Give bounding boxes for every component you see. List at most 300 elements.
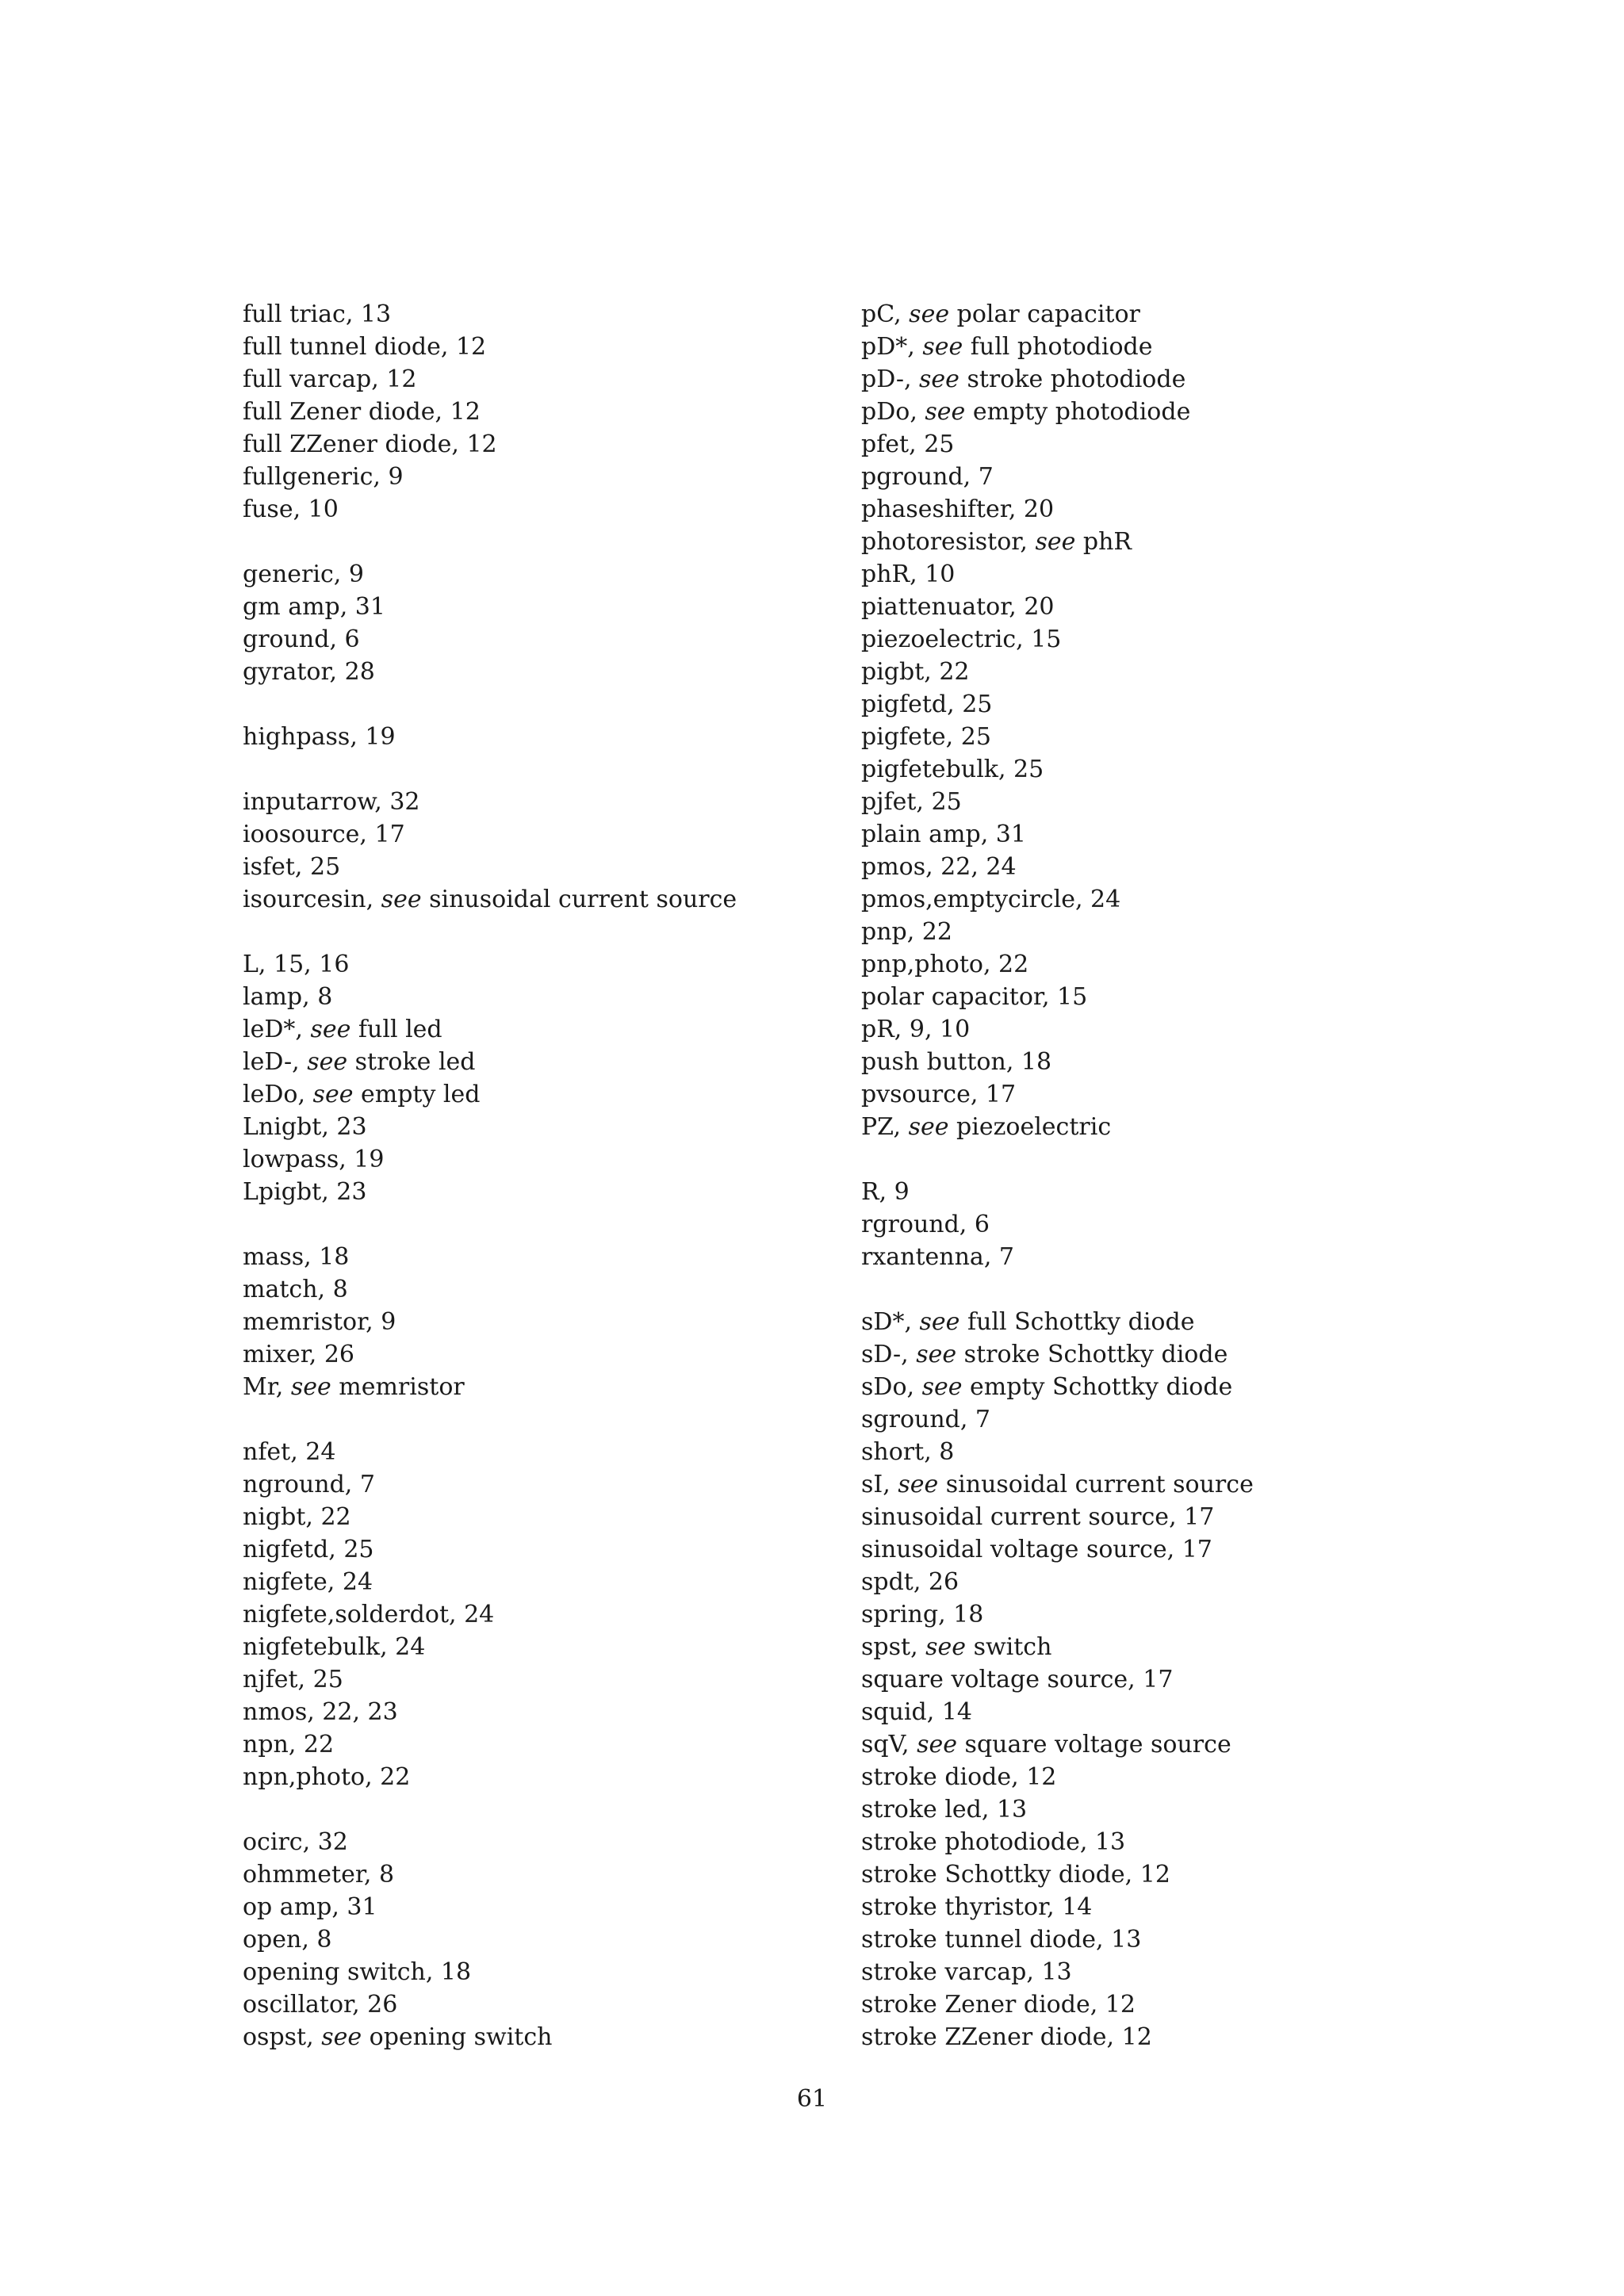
index-term: leD*	[243, 1016, 296, 1043]
index-entry	[243, 1956, 798, 1988]
see-target: full photodiode	[963, 333, 1153, 361]
index-pages: , 25	[294, 853, 341, 881]
index-pages: , 14	[926, 1698, 972, 1726]
index-pages: , 25	[297, 1666, 343, 1693]
index-pages: , 22	[305, 1503, 351, 1531]
index-term: pjfet	[861, 788, 917, 816]
index-entry	[861, 981, 1464, 1013]
index-entry	[861, 753, 1464, 786]
index-term: mixer	[243, 1341, 309, 1368]
see-reference: see	[908, 1113, 949, 1141]
index-pages: , 7	[983, 1243, 1014, 1271]
index-entry	[861, 2021, 1464, 2053]
see-target: phR	[1075, 528, 1132, 556]
index-term: pfet	[861, 430, 910, 458]
index-entry	[243, 331, 798, 363]
index-entry	[243, 1663, 798, 1696]
index-pages: , 26	[308, 1341, 355, 1368]
index-term: pC	[861, 300, 894, 328]
index-entry	[861, 461, 1464, 493]
index-term: stroke Zener diode	[861, 1991, 1090, 2019]
index-pages: , 18	[304, 1243, 350, 1271]
index-pages: , 31	[980, 821, 1026, 848]
index-pages: , 13	[1026, 1958, 1072, 1986]
index-entry	[861, 1923, 1464, 1956]
index-entry	[243, 1338, 798, 1371]
index-entry	[861, 1306, 1464, 1338]
index-pages: , 22, 23	[307, 1698, 398, 1726]
index-term: nfet	[243, 1438, 291, 1466]
see-reference: see	[919, 365, 959, 393]
see-target: stroke led	[347, 1048, 476, 1076]
index-entry	[243, 1566, 798, 1598]
index-entry	[243, 786, 798, 818]
index-entry	[243, 1468, 798, 1501]
index-entry	[243, 591, 798, 623]
index-pages: ,	[910, 398, 925, 426]
see-reference: see	[922, 333, 963, 361]
index-pages: , 19	[339, 1146, 385, 1173]
index-term: piattenuator	[861, 593, 1009, 621]
index-pages: , 22	[906, 918, 952, 946]
index-entry	[861, 688, 1464, 721]
index-pages: , 25	[945, 723, 991, 751]
index-term: photoresistor	[861, 528, 1021, 556]
index-term: ocirc	[243, 1828, 303, 1856]
index-entry	[861, 1338, 1464, 1371]
index-term: sI	[861, 1471, 883, 1498]
index-entry	[243, 656, 798, 688]
index-entry	[243, 818, 798, 851]
index-term: piezoelectric	[861, 626, 1017, 653]
index-term: lamp	[243, 983, 303, 1011]
see-reference: see	[909, 300, 950, 328]
index-entry	[861, 1598, 1464, 1631]
index-pages: , 13	[345, 300, 392, 328]
see-target: full led	[350, 1016, 442, 1043]
index-term: sinusoidal current source	[861, 1503, 1170, 1531]
index-pages: , 7	[963, 463, 994, 491]
index-term: npn,photo	[243, 1763, 366, 1791]
index-pages: , 25	[328, 1536, 374, 1563]
index-term: pnp,photo	[861, 951, 983, 978]
index-pages: , 9, 10	[894, 1016, 971, 1043]
index-entry	[861, 1956, 1464, 1988]
index-entry	[861, 1176, 1464, 1208]
index-term: pigbt	[861, 658, 925, 686]
index-entry	[243, 623, 798, 656]
index-entry	[861, 1891, 1464, 1923]
index-entry	[861, 851, 1464, 883]
index-pages: , 12	[1090, 1991, 1136, 2019]
index-entry	[243, 1858, 798, 1891]
index-entry	[243, 1891, 798, 1923]
index-pages: , 24	[290, 1438, 336, 1466]
see-reference: see	[916, 1341, 957, 1368]
index-entry	[243, 1923, 798, 1956]
index-term: leDo	[243, 1081, 298, 1108]
index-term: isfet	[243, 853, 295, 881]
index-entry	[243, 298, 798, 331]
index-pages: , 8	[363, 1861, 395, 1888]
index-pages: , 12	[440, 333, 487, 361]
index-term: sD-	[861, 1341, 902, 1368]
index-pages: , 15	[1041, 983, 1088, 1011]
index-entry	[861, 1631, 1464, 1663]
index-entry	[243, 1696, 798, 1728]
index-entry	[861, 1436, 1464, 1468]
see-target: square voltage source	[957, 1731, 1231, 1758]
index-pages: , 23	[321, 1178, 367, 1206]
index-pages: ,	[292, 1048, 308, 1076]
index-pages: , 26	[913, 1568, 959, 1596]
index-term: R	[861, 1178, 879, 1206]
see-reference: see	[381, 886, 422, 913]
index-entry	[243, 1988, 798, 2021]
index-entry	[861, 1858, 1464, 1891]
index-pages: , 18	[1005, 1048, 1052, 1076]
index-pages: , 19	[350, 723, 396, 751]
index-term: mass	[243, 1243, 304, 1271]
index-pages: , 31	[339, 593, 385, 621]
index-entry	[243, 1176, 798, 1208]
index-pages: , 12	[1124, 1861, 1170, 1888]
index-entry	[861, 1046, 1464, 1078]
index-term: L	[243, 951, 259, 978]
index-entry	[861, 1793, 1464, 1826]
index-term: stroke ZZener diode	[861, 2023, 1107, 2051]
index-term: isourcesin	[243, 886, 366, 913]
index-entry	[243, 721, 798, 753]
index-term: memristor	[243, 1308, 366, 1336]
index-term: full ZZener diode	[243, 430, 452, 458]
index-pages: , 28	[329, 658, 375, 686]
index-term: highpass	[243, 723, 350, 751]
index-pages: , 9	[366, 1308, 396, 1336]
index-entry	[861, 331, 1464, 363]
index-term: sinusoidal voltage source	[861, 1536, 1167, 1563]
index-entry	[861, 526, 1464, 558]
see-reference: see	[1035, 528, 1076, 556]
index-term: oscillator	[243, 1991, 353, 2019]
index-pages: , 8	[302, 983, 333, 1011]
index-entry	[243, 1598, 798, 1631]
index-pages: , 8	[301, 1926, 332, 1954]
index-pages: , 20	[1009, 593, 1055, 621]
index-pages: , 6	[329, 626, 360, 653]
index-pages: , 17	[359, 821, 405, 848]
index-term: op amp	[243, 1893, 332, 1921]
index-term: spdt	[861, 1568, 914, 1596]
index-pages: , 9	[879, 1178, 910, 1206]
index-pages: ,	[906, 1373, 922, 1401]
index-entry	[861, 1371, 1464, 1403]
index-entry	[861, 1501, 1464, 1533]
index-entry	[243, 1046, 798, 1078]
index-pages: , 17	[1166, 1536, 1212, 1563]
index-pages: , 18	[425, 1958, 472, 1986]
index-term: pmos,emptycircle	[861, 886, 1075, 913]
index-entry	[243, 1436, 798, 1468]
index-term: nigfete	[243, 1568, 327, 1596]
index-entry	[861, 1761, 1464, 1793]
index-entry	[861, 1403, 1464, 1436]
index-entry	[243, 1826, 798, 1858]
index-term: spring	[861, 1601, 939, 1628]
index-pages: ,	[910, 1633, 926, 1661]
index-pages: ,	[894, 300, 910, 328]
index-entry	[861, 428, 1464, 461]
index-term: polar capacitor	[861, 983, 1042, 1011]
index-term: Lpigbt	[243, 1178, 322, 1206]
index-pages: , 25	[998, 756, 1044, 783]
index-pages: , 14	[1047, 1893, 1093, 1921]
index-entry	[243, 1241, 798, 1273]
see-reference: see	[921, 1373, 963, 1401]
index-pages: , 15	[1016, 626, 1062, 653]
index-pages: , 24	[449, 1601, 495, 1628]
index-entry	[243, 363, 798, 396]
index-term: stroke diode	[861, 1763, 1012, 1791]
index-term: pR	[861, 1016, 894, 1043]
index-entry	[243, 948, 798, 981]
index-term: Mr	[243, 1373, 276, 1401]
index-pages: , 10	[293, 496, 339, 523]
see-reference: see	[310, 1016, 351, 1043]
index-term: nigfetd	[243, 1536, 329, 1563]
index-entry	[861, 1468, 1464, 1501]
see-reference: see	[919, 1308, 960, 1336]
index-entry	[861, 1241, 1464, 1273]
index-entry	[243, 493, 798, 526]
index-term: full varcap	[243, 365, 372, 393]
index-term: PZ	[861, 1113, 894, 1141]
index-entry	[861, 1826, 1464, 1858]
see-reference: see	[917, 1731, 958, 1758]
see-target: stroke Schottky diode	[956, 1341, 1228, 1368]
index-entry	[243, 1728, 798, 1761]
index-pages: , 6	[959, 1211, 990, 1238]
index-term: pmos	[861, 853, 926, 881]
index-entry	[861, 298, 1464, 331]
index-term: gm amp	[243, 593, 340, 621]
index-entry	[861, 396, 1464, 428]
index-entry	[861, 721, 1464, 753]
index-term: phaseshifter	[861, 496, 1009, 523]
see-reference: see	[290, 1373, 331, 1401]
index-pages: , 25	[909, 430, 955, 458]
index-pages: , 7	[959, 1406, 991, 1433]
index-term: pigfete	[861, 723, 946, 751]
see-target: piezoelectric	[948, 1113, 1112, 1141]
index-term: fuse	[243, 496, 293, 523]
index-term: sDo	[861, 1373, 907, 1401]
index-pages: , 24	[327, 1568, 373, 1596]
index-entry	[861, 1728, 1464, 1761]
see-target: sinusoidal current source	[938, 1471, 1254, 1498]
see-target: sinusoidal current source	[421, 886, 737, 913]
index-term: stroke Schottky diode	[861, 1861, 1125, 1888]
index-pages: ,	[902, 1731, 917, 1758]
index-pages: , 13	[1079, 1828, 1126, 1856]
index-entry	[861, 363, 1464, 396]
index-pages: , 25	[947, 691, 993, 718]
index-pages: , 23	[321, 1113, 367, 1141]
index-term: ohmmeter	[243, 1861, 364, 1888]
index-term: lowpass	[243, 1146, 339, 1173]
index-pages: , 10	[910, 561, 956, 588]
index-term: pigfetebulk	[861, 756, 998, 783]
index-term: fullgeneric	[243, 463, 373, 491]
index-term: pvsource	[861, 1081, 971, 1108]
index-entry	[861, 1663, 1464, 1696]
index-pages: , 24	[380, 1633, 426, 1661]
index-entry	[243, 461, 798, 493]
index-entry	[861, 1078, 1464, 1111]
page-number: 61	[796, 2085, 828, 2113]
index-pages: , 12	[1011, 1763, 1057, 1791]
index-pages: ,	[1020, 528, 1036, 556]
index-term: pDo	[861, 398, 910, 426]
index-pages: , 24	[1074, 886, 1121, 913]
index-term: ioosource	[243, 821, 360, 848]
index-pages: , 9	[333, 561, 364, 588]
index-pages: , 22	[982, 951, 1029, 978]
index-entry	[243, 428, 798, 461]
index-pages: ,	[893, 1113, 909, 1141]
index-term: stroke thyristor	[861, 1893, 1048, 1921]
index-term: full Zener diode	[243, 398, 435, 426]
see-reference: see	[312, 1081, 354, 1108]
see-reference: see	[925, 398, 966, 426]
index-pages: , 17	[970, 1081, 1017, 1108]
index-term: rground	[861, 1211, 959, 1238]
index-entry	[243, 981, 798, 1013]
index-pages: , 20	[1008, 496, 1055, 523]
see-target: empty photodiode	[965, 398, 1191, 426]
index-term: match	[243, 1276, 318, 1303]
index-term: short	[861, 1438, 925, 1466]
index-term: stroke led	[861, 1796, 982, 1823]
index-pages: , 8	[924, 1438, 955, 1466]
index-entry	[861, 1533, 1464, 1566]
see-target: empty Schottky diode	[962, 1373, 1233, 1401]
index-pages: ,	[306, 2023, 322, 2051]
see-target: switch	[966, 1633, 1052, 1661]
index-entry	[243, 851, 798, 883]
index-entry	[243, 2021, 798, 2053]
see-reference: see	[321, 2023, 362, 2051]
index-pages: , 32	[302, 1828, 348, 1856]
index-column-left	[243, 298, 798, 2053]
index-term: spst	[861, 1633, 911, 1661]
index-pages: , 12	[451, 430, 497, 458]
index-column-right	[861, 298, 1464, 2053]
index-entry	[861, 591, 1464, 623]
index-entry	[861, 786, 1464, 818]
index-pages: , 17	[1169, 1503, 1215, 1531]
index-pages: , 25	[916, 788, 962, 816]
index-pages: , 9	[373, 463, 404, 491]
index-pages: , 13	[1096, 1926, 1142, 1954]
index-entry	[861, 948, 1464, 981]
index-term: pD*	[861, 333, 908, 361]
index-term: njfet	[243, 1666, 298, 1693]
see-target: polar capacitor	[949, 300, 1140, 328]
index-entry	[243, 1111, 798, 1143]
index-term: sD*	[861, 1308, 905, 1336]
index-term: nground	[243, 1471, 345, 1498]
index-term: nigfetebulk	[243, 1633, 381, 1661]
index-pages: , 31	[331, 1893, 377, 1921]
index-entry	[243, 1371, 798, 1403]
index-term: sqV	[861, 1731, 902, 1758]
index-pages: , 22	[365, 1763, 411, 1791]
index-entry	[243, 1013, 798, 1046]
index-pages: , 12	[435, 398, 481, 426]
index-entry	[861, 883, 1464, 916]
index-pages: , 18	[938, 1601, 984, 1628]
index-entry	[861, 558, 1464, 591]
index-term: pground	[861, 463, 963, 491]
index-term: ground	[243, 626, 330, 653]
index-term: stroke photodiode	[861, 1828, 1080, 1856]
index-term: nigbt	[243, 1503, 306, 1531]
index-term: full tunnel diode	[243, 333, 441, 361]
index-entry	[243, 396, 798, 428]
index-term: opening switch	[243, 1958, 426, 1986]
index-entry	[243, 1631, 798, 1663]
index-entry	[243, 1761, 798, 1793]
index-term: phR	[861, 561, 910, 588]
see-target: stroke photodiode	[959, 365, 1186, 393]
index-entry	[243, 1533, 798, 1566]
see-target: opening switch	[362, 2023, 553, 2051]
index-pages: ,	[903, 365, 920, 393]
index-entry	[861, 818, 1464, 851]
index-term: nigfete,solderdot	[243, 1601, 449, 1628]
index-pages: ,	[904, 1308, 920, 1336]
index-pages: ,	[366, 886, 381, 913]
index-pages: , 13	[981, 1796, 1028, 1823]
index-pages: , 15, 16	[258, 951, 350, 978]
index-term: pigfetd	[861, 691, 948, 718]
index-pages: , 12	[371, 365, 417, 393]
index-entry	[861, 493, 1464, 526]
index-pages: , 26	[352, 1991, 398, 2019]
index-term: npn	[243, 1731, 289, 1758]
index-pages: ,	[901, 1341, 917, 1368]
index-pages: , 12	[1106, 2023, 1152, 2051]
index-term: squid	[861, 1698, 927, 1726]
index-term: pD-	[861, 365, 904, 393]
index-term: sground	[861, 1406, 960, 1433]
index-pages: , 22, 24	[925, 853, 1017, 881]
index-entry	[861, 1696, 1464, 1728]
index-entry	[861, 916, 1464, 948]
index-term: gyrator	[243, 658, 330, 686]
index-term: ospst	[243, 2023, 307, 2051]
index-term: Lnigbt	[243, 1113, 322, 1141]
index-term: square voltage source	[861, 1666, 1128, 1693]
index-entry	[243, 558, 798, 591]
index-pages: , 8	[317, 1276, 348, 1303]
index-term: pnp	[861, 918, 907, 946]
index-pages: ,	[297, 1081, 313, 1108]
index-entry	[861, 1208, 1464, 1241]
index-entry	[861, 656, 1464, 688]
index-entry	[243, 1306, 798, 1338]
